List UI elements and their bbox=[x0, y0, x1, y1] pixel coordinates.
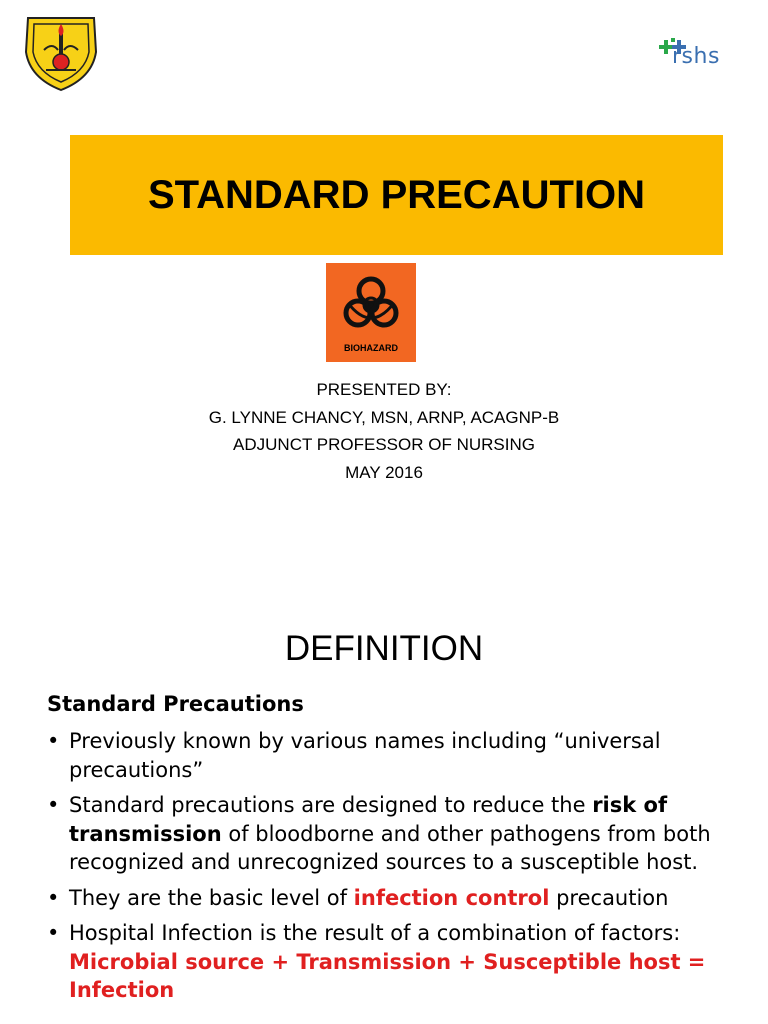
slide-title: DEFINITION bbox=[284, 629, 484, 668]
bullet-text: risk of transmission bbox=[69, 793, 668, 846]
bullet-item bbox=[47, 727, 762, 784]
bullet-dot-icon: • bbox=[47, 921, 60, 945]
bullet-item bbox=[47, 791, 762, 877]
subheading: Standard Precautions bbox=[47, 692, 304, 716]
biohazard-sign bbox=[326, 263, 416, 362]
definition-slide bbox=[0, 575, 768, 1024]
bullet-text: Hospital Infection is the result of a combination of factors: bbox=[69, 921, 681, 945]
bullet-text: precaution bbox=[549, 885, 669, 910]
bullet-text: infection control bbox=[353, 885, 550, 910]
bullet-text: Standard precautions are designed to reduce the bbox=[69, 793, 593, 817]
presenter-line: G. LYNNE CHANCY, MSN, ARNP, ACAGNP-B bbox=[208, 407, 560, 427]
bullet-text: Previously known by various names including “universal precautions” bbox=[69, 729, 661, 782]
presenter-line: ADJUNCT PROFESSOR OF NURSING bbox=[233, 435, 535, 454]
bullet-dot-icon: • bbox=[47, 729, 60, 753]
bullet-text: They are the basic level of bbox=[69, 885, 354, 910]
bullet-text: Microbial source + Transmission + Susceptible host = Infection bbox=[69, 949, 706, 1002]
university-crest-logo bbox=[22, 12, 100, 92]
bullet-item bbox=[47, 884, 762, 913]
presenter-line: PRESENTED BY: bbox=[316, 380, 452, 399]
rshs-logo-text: rshs bbox=[672, 44, 720, 69]
slide-title: STANDARD PRECAUTION bbox=[147, 172, 646, 217]
bullet-list bbox=[47, 727, 762, 1012]
biohazard-label: BIOHAZARD bbox=[344, 343, 398, 353]
bullet-dot-icon: • bbox=[47, 793, 60, 817]
bullet-item bbox=[47, 919, 762, 1005]
presenter-line: MAY 2016 bbox=[345, 462, 423, 482]
presenter-info bbox=[0, 376, 768, 486]
bullet-dot-icon: • bbox=[47, 885, 60, 910]
title-banner bbox=[70, 135, 723, 255]
bullet-text: of bloodborne and other pathogens from both recognized and unrecognized sources to a susceptible host. bbox=[69, 821, 711, 874]
